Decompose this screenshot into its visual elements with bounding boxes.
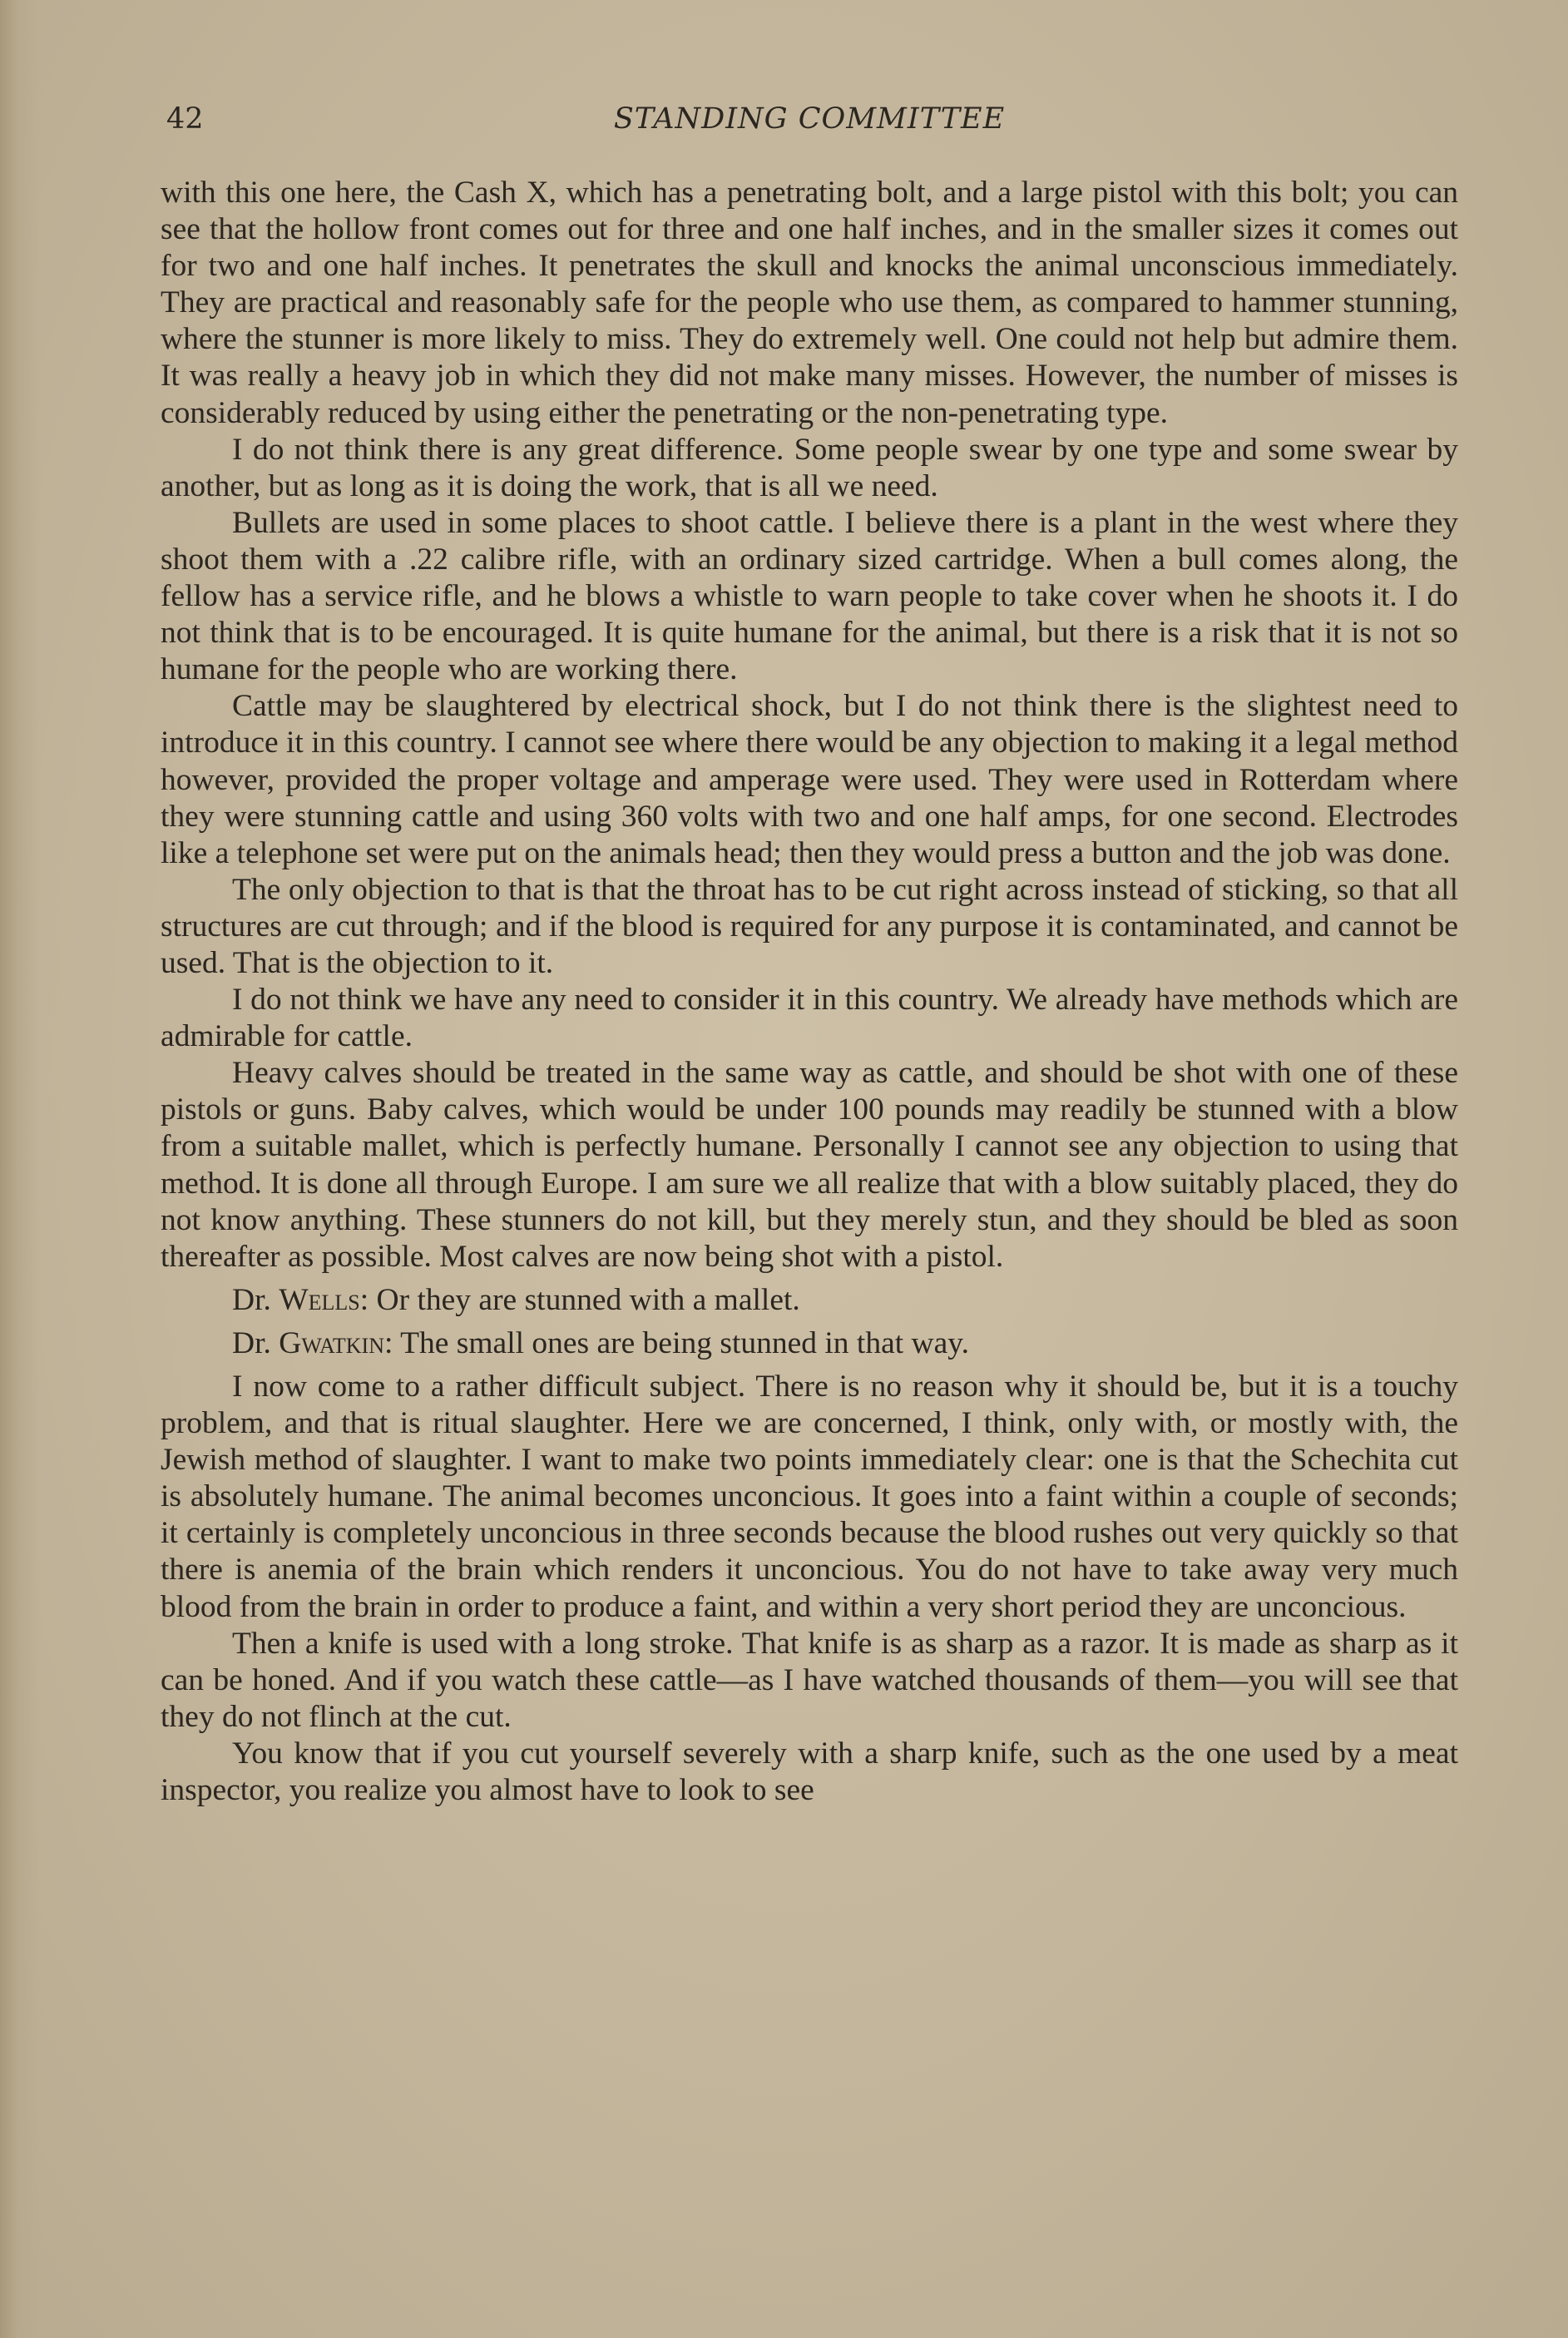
dialogue-line: Dr. Gwatkin: The small ones are being stunned in that way. (232, 1325, 969, 1360)
dialogue-text: The small ones are being stunned in that way. (400, 1325, 969, 1360)
paragraph: I do not think we have any need to consider it in this country. We already have methods which are admirable for cattle. (161, 983, 1458, 1054)
dialogue-line: Dr. Wells: Or they are stunned with a mallet. (232, 1282, 800, 1317)
running-head: STANDING COMMITTEE (613, 102, 1006, 136)
paragraph: I now come to a rather difficult subject. There is no reason why it should be, but it is a touchy problem, and that is ritual slaughter. Here we are concerned, I think, only with, or mostly with, the Jewish method of slaughter. I want to make two points immediately clear: one is that the Schechita cut is absolutely humane. The animal becomes unconcious. It goes into a faint within a couple of seconds; it certainly is completely unconcious in three seconds because the blood rushes out very quickly so that there is anemia of the brain which renders it unconcious. You do not have to take away very much blood from the brain in order to produce a faint, and within a very short period they are unconcious. (161, 1370, 1458, 1624)
paragraph: Then a knife is used with a long stroke. That knife is as sharp as a razor. It is made as sharp as it can be honed. And if you watch these cattle—as I have watched thousands of them—you will see that they do not flinch at the cut. (161, 1626, 1458, 1734)
paragraph: Cattle may be slaughtered by electrical shock, but I do not think there is the slightest need to introduce it in this country. I cannot see where there would be any objection to making it a legal method however, provided the proper voltage and amperage were used. They were used in Rotterdam where they were stunning cattle and using 360 volts with two and one half amps, for one second. Electrodes like a telephone set were put on the animals head; then they would press a button and the job was done. (161, 689, 1458, 870)
speaker-name: Wells (279, 1282, 360, 1317)
paragraph: Bullets are used in some places to shoot cattle. I believe there is a plant in the west where they shoot them with a .22 calibre rifle, with an ordinary sized cartridge. When a bull comes along, the fellow has a service rifle, and he blows a whistle to warn people to take cover when he shoots it. I do not think that is to be encouraged. It is quite humane for the animal, but there is a risk that it is not so humane for the people who are working there. (161, 505, 1458, 687)
paragraph: The only objection to that is that the throat has to be cut right across instead of sticking, so that all structures are cut through; and if the blood is required for any purpose it is contaminated, and cannot be used. That is the objection to it. (161, 872, 1458, 980)
paragraph: You know that if you cut yourself severely with a sharp knife, such as the one used by a meat inspector, you realize you almost have to look to see (161, 1736, 1458, 1808)
paragraph: with this one here, the Cash X, which has a penetrating bolt, and a large pistol with this bolt; you can see that the hollow front comes out for three and one half inches, and in the smaller sizes it comes out for two and one half inches. It penetrates the skull and knocks the animal unconscious immediately. They are practical and reasonably safe for the people who use them, as compared to hammer stunning, where the stunner is more likely to miss. They do extremely well. One could not help but admire them. It was really a heavy job in which they did not make many misses. However, the number of misses is considerably reduced by using either the penetrating or the non-penetrating type. (161, 176, 1458, 430)
dialogue-text: Or they are stunned with a mallet. (376, 1282, 800, 1317)
page-number: 42 (166, 102, 204, 136)
speaker-title: Dr. (232, 1282, 271, 1317)
binding-edge (0, 0, 40, 2338)
speaker-name: Gwatkin (279, 1325, 384, 1360)
paragraph: I do not think there is any great difference. Some people swear by one type and some swear by another, but as long as it is doing the work, that is all we need. (161, 432, 1458, 503)
body-text (161, 175, 1458, 1809)
page-header (161, 98, 1458, 140)
paragraph: Heavy calves should be treated in the same way as cattle, and should be shot with one of these pistols or guns. Baby calves, which would be under 100 pounds may readily be stunned with a blow from a suitable mallet, which is perfectly humane. Personally I cannot see any objection to using that method. It is done all through Europe. I am sure we all realize that with a blow suitably placed, they do not know anything. These stunners do not kill, but they merely stun, and they should be bled as soon thereafter as possible. Most calves are now being shot with a pistol. (161, 1056, 1458, 1274)
speaker-title: Dr. (232, 1325, 271, 1360)
